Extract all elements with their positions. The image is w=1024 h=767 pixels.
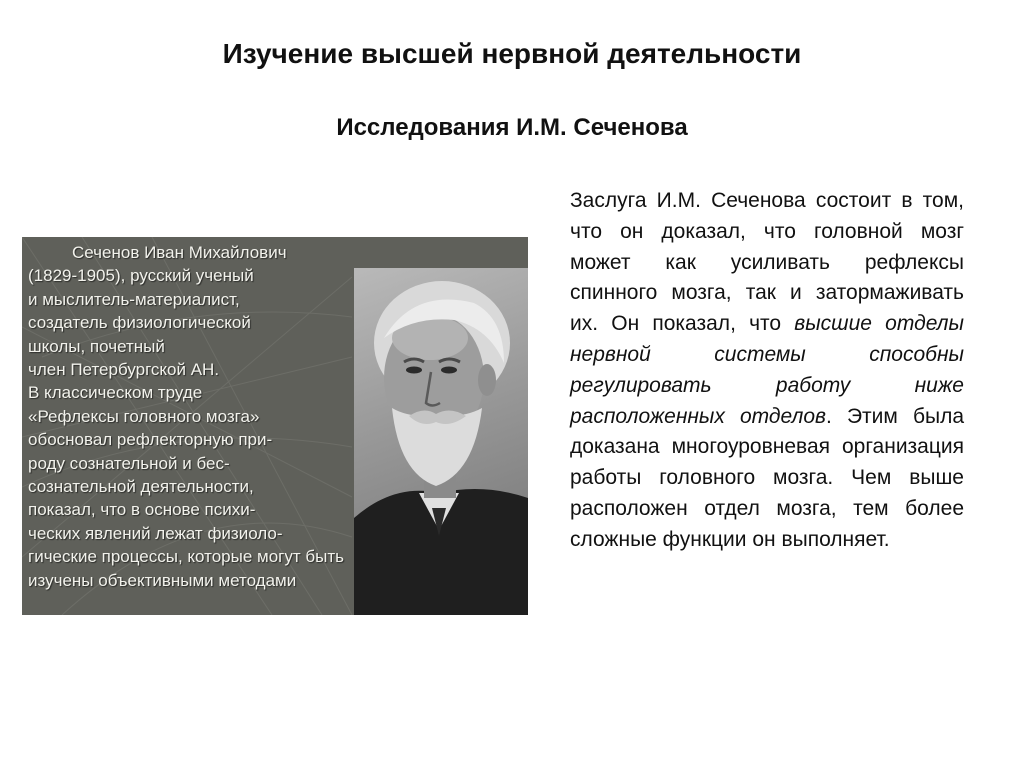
caption-line: роду сознательной и бес- [28,453,230,473]
caption-line: школы, почетный [28,336,165,356]
caption-line: Сеченов Иван Михайлович [72,243,287,262]
caption-line: показал, что в основе психи- [28,500,256,520]
caption-line: обосновал рефлекторную при- [28,430,273,450]
caption-line: изучены объективными методами [28,570,297,590]
portrait-caption [28,241,428,592]
portrait-panel [22,237,528,615]
paragraph-part-1: Заслуга И.М. Сеченова состоит в том, что он доказал, что головной мозг может как усиливать рефлексы спинного мозга, так и затормаживать их. Он показал, что [570,189,964,336]
caption-line: член Петербургской АН. [28,360,220,380]
caption-line: «Рефлексы головного мозга» [28,406,260,426]
slide-title: Изучение высшей нервной деятельности [222,38,802,69]
caption-line: сознательной деятельности, [28,477,254,497]
caption-line: В классическом труде [28,383,203,403]
paragraph-emphasis: высшие отделы нервной системы способны регулировать работу ниже расположенных отделов [570,312,964,428]
caption-line: ческих явлений лежат физиоло- [28,523,283,543]
main-paragraph [570,186,964,556]
caption-line: гические процессы, которые могут быть [28,547,344,567]
paragraph-part-2: . Этим была доказана многоуровневая организация работы головного мозга. Чем выше расположен отдел мозга, тем более сложные функции он выполняет. [570,404,965,551]
caption-line: (1829-1905), русский ученый [28,266,254,286]
slide-subtitle: Исследования И.М. Сеченова [336,114,688,141]
caption-line: создатель физиологической [28,313,251,333]
caption-line: и мыслитель-материалист, [28,289,240,309]
